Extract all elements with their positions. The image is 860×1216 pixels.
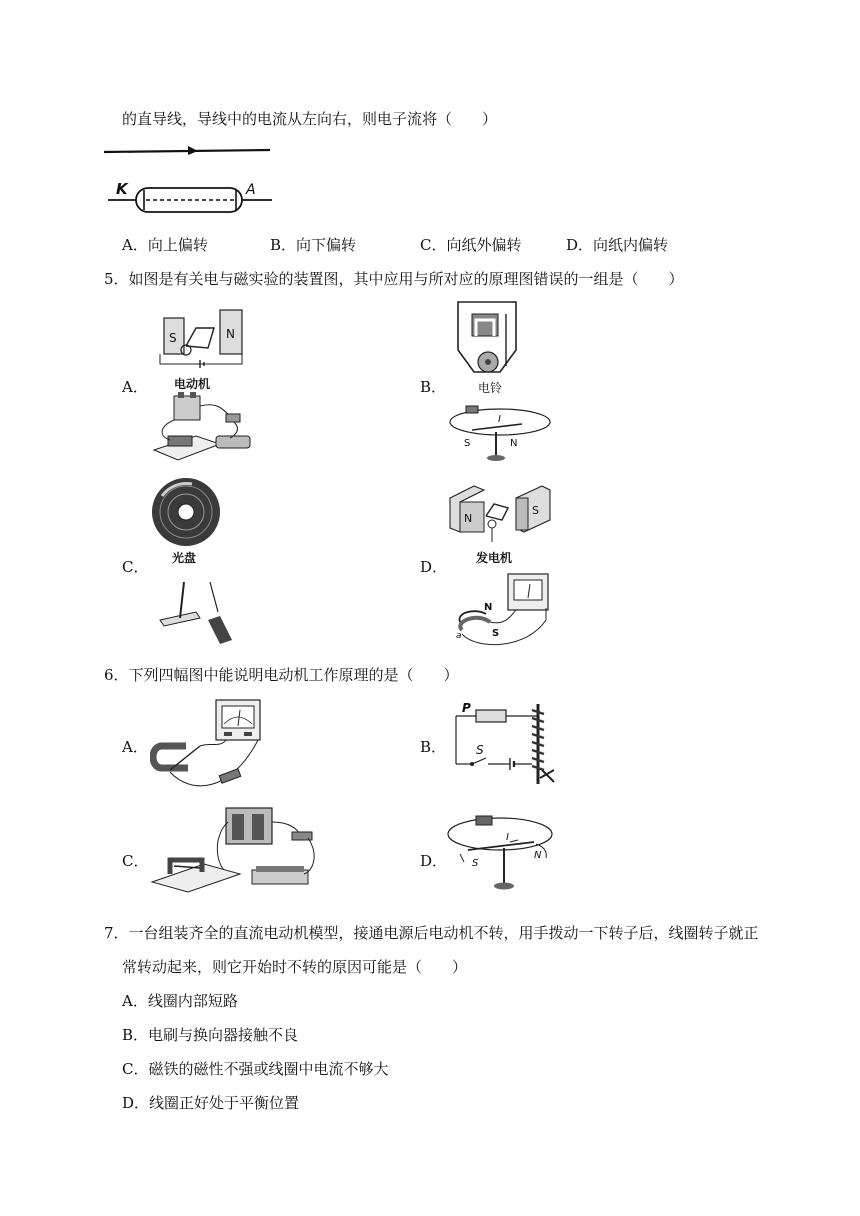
q7-option-d: D．线圈正好处于平衡位置: [122, 1094, 300, 1112]
svg-text:S: S: [492, 628, 500, 639]
q5-b-principle-figure: [446, 402, 556, 464]
q5-a-caption: 电动机: [174, 377, 211, 391]
q7-stem-line1: 7．一台组装齐全的直流电动机模型，接通电源后电动机不转，用手拨动一下转子后，线圈转子就正: [104, 924, 759, 942]
q6-stem: 6．下列四幅图中能说明电动机工作原理的是（ ）: [104, 666, 459, 684]
q5-d-caption: 发电机: [476, 551, 513, 565]
q5-a-principle-figure: [150, 392, 254, 464]
q5-d-generator-figure: [446, 480, 554, 566]
tube-label-a: A: [246, 182, 256, 198]
svg-text:N: N: [484, 602, 493, 613]
q5-b-bell-figure: [450, 300, 528, 400]
q5-a-motor-figure: [152, 302, 252, 394]
q7-option-a: A．线圈内部短路: [122, 992, 238, 1010]
q6-option-b-letter: B．: [420, 738, 447, 756]
q4-option-d: D．向纸内偏转: [566, 236, 669, 254]
q6-a-figure: [150, 698, 268, 794]
svg-text:I: I: [506, 832, 509, 843]
q5-stem: 5．如图是有关电与磁实验的装置图，其中应用与所对应的原理图错误的一组是（ ）: [104, 270, 684, 288]
q7-stem-line2: 常转动起来，则它开始时不转的原因可能是（ ）: [122, 958, 468, 976]
q5-option-d-letter: D．: [420, 558, 448, 576]
q4-wire-tube-figure: [100, 142, 275, 214]
q5-d-principle-figure: [446, 572, 556, 652]
q6-option-c-letter: C．: [122, 852, 149, 870]
tube-label-k: K: [116, 180, 128, 198]
q4-option-a: A．向上偏转: [122, 236, 208, 254]
svg-text:S: S: [472, 858, 479, 869]
svg-text:I: I: [498, 414, 501, 425]
svg-text:S: S: [532, 504, 539, 517]
svg-text:S: S: [464, 438, 471, 449]
q4-option-c: C．向纸外偏转: [420, 236, 522, 254]
q6-c-figure: [148, 802, 322, 896]
svg-text:N: N: [226, 327, 235, 341]
svg-text:S: S: [476, 743, 484, 757]
q5-option-c-letter: C．: [122, 558, 149, 576]
q5-c-disc-figure: [148, 476, 228, 568]
q6-b-figure: [446, 700, 558, 790]
q5-c-caption: 光盘: [172, 551, 197, 565]
q6-option-d-letter: D．: [420, 852, 448, 870]
q7-option-c: C．磁铁的磁性不强或线圈中电流不够大: [122, 1060, 389, 1078]
svg-text:a: a: [456, 631, 462, 641]
q5-c-principle-figure: [150, 572, 246, 644]
q5-b-caption: 电铃: [478, 381, 503, 395]
svg-text:N: N: [534, 850, 542, 861]
q6-d-figure: [446, 810, 558, 896]
q4-option-b: B．向下偏转: [270, 236, 357, 254]
q6-option-a-letter: A．: [122, 738, 148, 756]
q5-option-b-letter: B．: [420, 378, 447, 396]
svg-text:S: S: [169, 331, 177, 345]
svg-text:P: P: [462, 701, 471, 715]
q7-option-b: B．电刷与换向器接触不良: [122, 1026, 299, 1044]
q4-stem-continued: 的直导线，导线中的电流从左向右，则电子流将（ ）: [122, 110, 498, 128]
svg-text:N: N: [464, 512, 473, 525]
svg-text:N: N: [510, 438, 518, 449]
q5-option-a-letter: A．: [122, 378, 148, 396]
